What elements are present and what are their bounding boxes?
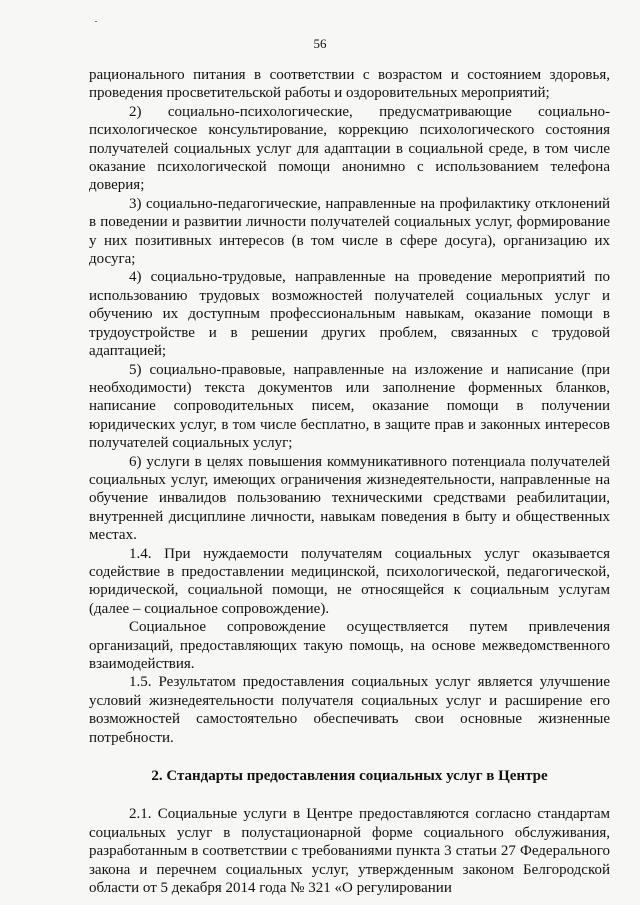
paragraph: 5) социально-правовые, направленные на изложение и написание (при необходимости) текста документов или заполнение форменных бланков, написание сопроводительных писем, оказание помощи в получении юридических услуг, в том числе бесплатно, в защите прав и законных интересов получателей социальных услуг; [89, 361, 610, 452]
paragraph: 1.4. При нуждаемости получателям социальных услуг оказывается содействие в предоставлении медицинской, психологической, педагогической, юридической, социальной помощи, не относящейся к социальным услугам (далее – социальное сопровождение). [89, 545, 610, 617]
document-body [89, 66, 610, 897]
paragraph: 4) социально-трудовые, направленные на проведение мероприятий по использованию трудовых возможностей получателей социальных услуг и обучению их доступным профессиональным навыкам, оказание помощи в трудоустройстве и в решении других проблем, связанных с трудовой адаптацией; [89, 269, 610, 360]
paragraph: 1.5. Результатом предоставления социальных услуг является улучшение условий жизнедеятельности получателя социальных услуг и расширение его возможностей самостоятельно обеспечивать свои основные жизненные потребности. [89, 674, 610, 746]
paragraph: рационального питания в соответствии с возрастом и состоянием здоровья, проведения просветительской работы и оздоровительных мероприятий; [89, 67, 610, 102]
section-heading: 2. Стандарты предоставления социальных услуг в Центре [151, 768, 548, 785]
paragraph: Социальное сопровождение осуществляется путем привлечения организаций, предоставляющих такую помощь, на основе межведомственного взаимодействия. [89, 619, 610, 672]
scan-speck [95, 21, 97, 22]
paragraph: 6) услуги в целях повышения коммуникативного потенциала получателей социальных услуг, имеющих ограничения жизнедеятельности, направленные на обучение инвалидов пользованию техническими средствами реабилитации, внутренней дисциплине личности, навыкам поведения в быту и общественных местах. [89, 453, 610, 544]
paragraph: 2.1. Социальные услуги в Центре предоставляются согласно стандартам социальных услуг в полустационарной форме социального обслуживания, разработанным в соответствии с требованиями пункта 3 статьи 27 Федерального закона и перечнем социальных услуг, утвержденным законом Белгородской области от 5 декабря 2014 года № 321 «О регулировании [89, 806, 610, 897]
paragraph: 3) социально-педагогические, направленные на профилактику отклонений в поведении и развитии личности получателей социальных услуг, формирование у них позитивных интересов (в том числе в сфере досуга), организацию их досуга; [89, 195, 610, 268]
paragraph: 2) социально-психологические, предусматривающие социально-психологическое консультирование, коррекцию психологического состояния получателей социальных услуг для адаптации в социальной среде, в том числе оказание психологической помощи анонимно с использованием телефона доверия; [89, 103, 610, 194]
page-number: 56 [313, 36, 327, 51]
